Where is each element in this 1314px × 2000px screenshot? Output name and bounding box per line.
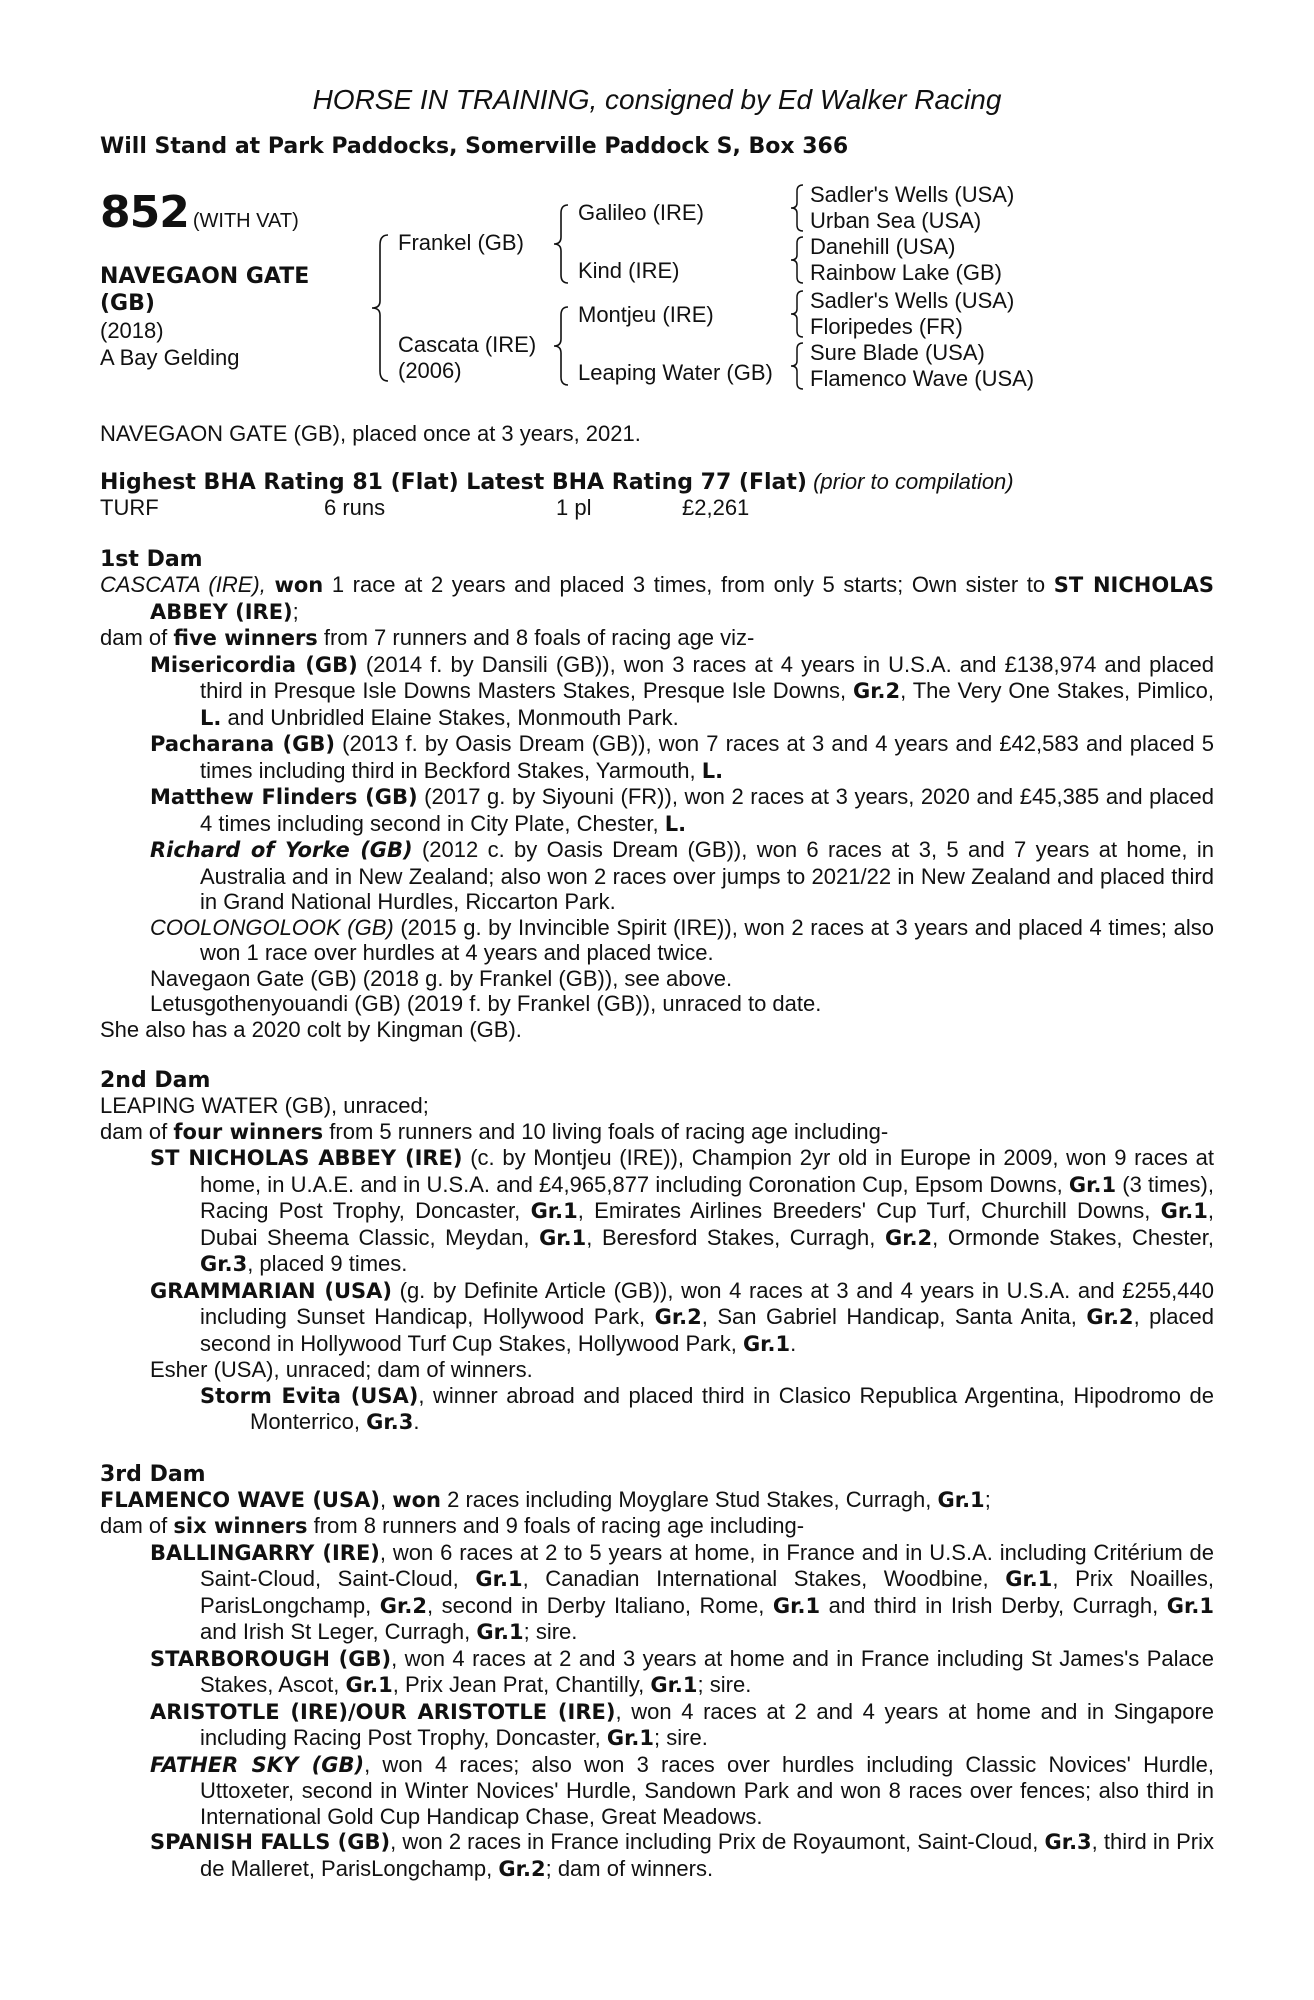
grade-badge: Gr.3 — [366, 1410, 414, 1434]
offspring-text: , Dubai Sheema Classic, Meydan, — [200, 1198, 1214, 1250]
turf-prize: £2,261 — [682, 495, 750, 520]
listed-badge: L. — [200, 705, 222, 730]
grade-badge: Gr.2 — [884, 1225, 933, 1250]
third-dam-produce — [100, 1513, 1214, 1540]
pedigree-brace-main — [362, 233, 392, 383]
rating-note: (prior to compilation) — [813, 469, 1014, 494]
grade-badge: Gr.1 — [1005, 1567, 1053, 1591]
produce-prefix: dam of — [100, 1513, 168, 1538]
offspring-text: ; sire. — [697, 1672, 752, 1697]
grade-badge: Gr.1 — [742, 1331, 791, 1356]
grand-offspring-storm-evita — [100, 1383, 1214, 1436]
offspring-text: , San Gabriel Handicap, Santa Anita, — [701, 1304, 1077, 1329]
produce-suffix: from 7 runners and 8 foals of racing age viz- — [323, 625, 755, 650]
grade-badge: Gr.1 — [1166, 1593, 1214, 1618]
offspring-esher: Esher (USA), unraced; dam of winners. — [150, 1357, 533, 1382]
grade-badge: Gr.1 — [650, 1673, 698, 1697]
offspring-name: COOLONGOLOOK (GB) — [150, 914, 394, 940]
pedigree-brace-g1 — [786, 183, 806, 233]
offspring-text: , third in Prix de Malleret, ParisLongchamp, — [200, 1829, 1214, 1881]
offspring-text: ; dam of winners. — [545, 1855, 714, 1881]
horse-description: A Bay Gelding — [100, 345, 240, 370]
lot-block — [100, 187, 299, 238]
first-dam-won: won — [274, 573, 324, 597]
pedigree-g8: Flamenco Wave (USA) — [810, 366, 1035, 391]
offspring-text: (2017 g. by Siyouni (FR)), won 2 races at 3 years, 2020 and £45,385 and placed 4 times including second in City Plate, Chester, — [200, 784, 1214, 836]
pedigree-sire: Frankel (GB) — [398, 230, 524, 255]
pedigree-brace-g2 — [786, 235, 806, 285]
pedigree-g4: Rainbow Lake (GB) — [810, 260, 1002, 285]
offspring-pacharana — [100, 731, 1214, 784]
third-dam-text: 2 races including Moyglare Stud Stakes, Curragh, — [447, 1486, 932, 1512]
pedigree-g5: Sadler's Wells (USA) — [810, 288, 1015, 313]
produce-prefix: dam of — [100, 1118, 168, 1144]
offspring-text: (g. by Definite Article (GB)), won 4 races at 3 and 4 years in U.S.A. and £255,440 including Sunset Handicap, Hollywood Park, — [200, 1277, 1214, 1329]
offspring-letusgothenyouandi: Letusgothenyouandi (GB) (2019 f. by Frankel (GB)), unraced to date. — [150, 991, 822, 1016]
offspring-coolongolook — [100, 915, 1214, 966]
turf-runs: 6 runs — [324, 495, 386, 520]
offspring-ballingarry — [100, 1540, 1214, 1646]
pedigree-sire-dam: Kind (IRE) — [578, 258, 680, 283]
pedigree-g1: Sadler's Wells (USA) — [810, 182, 1015, 207]
third-dam-end: ; — [984, 1486, 991, 1512]
grade-badge: Gr.3 — [200, 1252, 248, 1276]
offspring-text: (c. by Montjeu (IRE)), Champion 2yr old in Europe in 2009, won 9 races at home, in U.A.E. and in U.S.A. and £4,965,877 including Coronation Cup, Epsom Downs, — [200, 1145, 1214, 1197]
listed-badge: L. — [664, 811, 687, 836]
grade-badge: Gr.1 — [606, 1726, 655, 1750]
page-header: HORSE IN TRAINING, consigned by Ed Walker Racing — [312, 84, 1002, 115]
offspring-matthew-flinders — [100, 784, 1214, 837]
offspring-grammarian — [100, 1278, 1214, 1358]
offspring-text: (2014 f. by Dansili (GB)), won 3 races at 4 years in U.S.A. and £138,974 and placed third in Presque Isle Downs Masters Stakes, Presque Isle Downs, — [200, 651, 1214, 703]
pedigree-g2: Urban Sea (USA) — [810, 208, 982, 233]
horse-name: NAVEGAON GATE (GB) — [100, 264, 310, 316]
rating-text: Highest BHA Rating 81 (Flat) Latest BHA Rating 77 (Flat) — [100, 470, 807, 495]
offspring-navegaon-gate: Navegaon Gate (GB) (2018 g. by Frankel (GB)), see above. — [150, 965, 733, 991]
listed-badge: L. — [701, 758, 724, 783]
stand-location: Will Stand at Park Paddocks, Somerville Paddock S, Box 366 — [100, 134, 849, 159]
offspring-text: ; sire. — [654, 1725, 708, 1750]
offspring-text: , Emirates Airlines Breeders' Cup Turf, Churchill Downs, — [577, 1198, 1151, 1223]
grade-badge: Gr.2 — [498, 1856, 546, 1881]
second-dam-produce — [100, 1119, 1214, 1146]
offspring-text: , Ormonde Stakes, Chester, — [932, 1224, 1214, 1250]
pedigree-dam: Cascata (IRE) — [398, 332, 537, 357]
third-dam-heading: 3rd Dam — [100, 1461, 206, 1487]
grade-badge: Gr.1 — [475, 1567, 523, 1591]
grade-badge: Gr.1 — [345, 1673, 393, 1697]
offspring-text: and third in Irish Derby, Curragh, — [828, 1592, 1159, 1618]
pedigree-dam-year: (2006) — [398, 358, 462, 383]
pedigree-g3: Danehill (USA) — [810, 234, 956, 259]
offspring-name: ST NICHOLAS ABBEY (IRE) — [150, 1146, 463, 1170]
offspring-text: , won 2 races in France including Prix de Royaumont, Saint-Cloud, — [390, 1829, 1039, 1854]
offspring-name: FATHER SKY (GB) — [150, 1752, 365, 1777]
pedigree-g6: Floripedes (FR) — [810, 314, 963, 339]
produce-prefix: dam of — [100, 625, 168, 650]
offspring-misericordia — [100, 652, 1214, 732]
grade-badge: Gr.1 — [772, 1593, 821, 1618]
offspring-text: , Prix Noailles, ParisLongchamp, — [200, 1566, 1215, 1618]
offspring-text: , won 4 races at 2 and 4 years at home and in Singapore including Racing Post Trophy, Doncaster, — [200, 1698, 1215, 1750]
offspring-name: STARBOROUGH (GB) — [150, 1646, 392, 1671]
offspring-text: (2012 c. by Oasis Dream (GB)), won 6 races at 3, 5 and 7 years at home, in Australia and in New Zealand; also won 2 races over jumps to 2021/22 in New Zealand and placed third in Grand National Hurdles, Riccarton Park. — [200, 837, 1214, 914]
offspring-text: , Prix Jean Prat, Chantilly, — [392, 1672, 645, 1697]
grade-badge: Gr.2 — [379, 1593, 427, 1618]
offspring-name: SPANISH FALLS (GB) — [150, 1830, 391, 1854]
first-dam-heading: 1st Dam — [100, 547, 203, 572]
turf-record — [100, 495, 1214, 521]
catalogue-page — [100, 80, 1214, 1882]
offspring-text: and Unbridled Elaine Stakes, Monmouth Park. — [227, 704, 679, 730]
grade-badge: Gr.1 — [476, 1620, 524, 1644]
grade-badge: Gr.1 — [937, 1487, 985, 1512]
first-dam-line — [100, 572, 1214, 625]
grade-badge: Gr.1 — [530, 1199, 578, 1223]
produce-winners: four winners — [173, 1119, 324, 1144]
offspring-st-nicholas-abbey — [100, 1145, 1214, 1278]
offspring-name: Storm Evita (USA) — [200, 1383, 419, 1408]
produce-suffix: from 5 runners and 10 living foals of racing age including- — [329, 1118, 889, 1144]
grade-badge: Gr.3 — [1044, 1830, 1092, 1854]
offspring-text: , winner abroad and placed third in Clasico Republica Argentina, Hipodromo de Monterrico, — [250, 1382, 1214, 1434]
offspring-name: Pacharana (GB) — [150, 732, 335, 756]
first-dam-name: CASCATA (IRE), — [100, 572, 266, 597]
offspring-text: (2013 f. by Oasis Dream (GB)), won 7 races at 3 and 4 years and £42,583 and placed 5 times including third in Beckford Stakes, Yarmouth, — [200, 731, 1214, 783]
pedigree-brace-dam — [546, 305, 572, 387]
offspring-name: Misericordia (GB) — [150, 652, 358, 677]
horse-info — [100, 317, 239, 371]
offspring-richard-of-yorke — [100, 837, 1214, 915]
offspring-text: , won 6 races at 2 to 5 years at home, in France and in U.S.A. including Critérium de Saint-Cloud, Saint-Cloud, — [200, 1539, 1214, 1591]
offspring-text: and Irish St Leger, Curragh, — [200, 1619, 471, 1644]
offspring-name: ARISTOTLE (IRE)/OUR ARISTOTLE (IRE) — [150, 1699, 616, 1724]
grade-badge: Gr.2 — [1086, 1305, 1134, 1329]
third-dam-line — [100, 1487, 1214, 1514]
offspring-name: BALLINGARRY (IRE) — [150, 1540, 380, 1565]
race-summary: NAVEGAON GATE (GB), placed once at 3 years, 2021. — [100, 421, 641, 446]
offspring-text: , Canadian International Stakes, Woodbine, — [522, 1566, 989, 1591]
third-dam-won: won — [392, 1487, 441, 1512]
lot-number: 852 — [100, 187, 189, 238]
third-dam-name: FLAMENCO WAVE (USA) — [100, 1487, 380, 1512]
offspring-text: ; sire. — [523, 1619, 578, 1644]
offspring-name: Richard of Yorke (GB) — [150, 838, 413, 862]
offspring-text: , won 4 races at 2 and 3 years at home and in France including St James's Palace Stakes, Ascot, — [200, 1645, 1214, 1697]
produce-suffix: from 8 runners and 9 foals of racing age including- — [313, 1513, 805, 1538]
pedigree-brace-sire — [546, 203, 572, 285]
pedigree-brace-g3 — [786, 289, 806, 339]
offspring-text: , placed second in Hollywood Turf Cup Stakes, Hollywood Park, — [200, 1304, 1214, 1356]
lot-vat: (WITH VAT) — [192, 210, 299, 232]
offspring-text: , won 4 races; also won 3 races over hurdles including Classic Novices' Hurdle, Uttoxeter, second in Winter Novices' Hurdle, Sandown Park and won 8 races over fences; also third in International Gold Cup Handicap Chase, Great Meadows. — [200, 1751, 1214, 1829]
pedigree-g7: Sure Blade (USA) — [810, 340, 985, 365]
offspring-text: (2015 g. by Invincible Spirit (IRE)), won 2 races at 3 years and placed 4 times; also won 1 race over hurdles at 4 years and placed twice. — [200, 914, 1214, 965]
offspring-text: , Beresford Stakes, Curragh, — [586, 1224, 876, 1250]
offspring-text: , second in Derby Italiano, Rome, — [426, 1592, 765, 1618]
offspring-text: , The Very One Stakes, Pimlico, — [900, 678, 1214, 703]
offspring-starborough — [100, 1646, 1214, 1699]
pedigree-brace-g4 — [786, 341, 806, 391]
pedigree-sire-sire: Galileo (IRE) — [578, 200, 704, 225]
first-dam-also: She also has a 2020 colt by Kingman (GB). — [100, 1016, 522, 1042]
offspring-name: Matthew Flinders (GB) — [150, 785, 418, 809]
grade-badge: Gr.2 — [654, 1305, 702, 1329]
offspring-text: (3 times), Racing Post Trophy, Doncaster, — [200, 1171, 1214, 1223]
first-dam-end: ; — [292, 598, 299, 624]
second-dam-line: LEAPING WATER (GB), unraced; — [100, 1093, 429, 1118]
bha-rating — [100, 469, 1214, 495]
offspring-father-sky — [100, 1752, 1214, 1830]
turf-placed: 1 pl — [556, 495, 592, 520]
horse-year: (2018) — [100, 318, 164, 343]
grade-badge: Gr.1 — [539, 1225, 587, 1250]
first-dam-sister: ST NICHOLAS ABBEY (IRE) — [150, 573, 1214, 624]
first-dam-text: 1 race at 2 years and placed 3 times, from only 5 starts; Own sister to — [331, 572, 1046, 597]
offspring-name: GRAMMARIAN (USA) — [150, 1278, 392, 1303]
grade-badge: Gr.1 — [1160, 1199, 1208, 1223]
second-dam-heading: 2nd Dam — [100, 1068, 211, 1093]
offspring-aristotle — [100, 1699, 1214, 1752]
pedigree-block — [100, 181, 1214, 411]
offspring-spanish-falls — [100, 1829, 1214, 1882]
separator: , — [379, 1486, 387, 1512]
turf-label: TURF — [100, 495, 159, 520]
offspring-text: , placed 9 times. — [247, 1251, 408, 1276]
pedigree-dam-sire: Montjeu (IRE) — [578, 302, 714, 327]
pedigree-dam-dam: Leaping Water (GB) — [578, 360, 773, 385]
offspring-text: . — [790, 1330, 797, 1356]
grade-badge: Gr.1 — [1068, 1172, 1117, 1197]
produce-winners: six winners — [173, 1514, 308, 1538]
grade-badge: Gr.2 — [852, 679, 901, 703]
offspring-text: . — [413, 1409, 420, 1434]
produce-winners: five winners — [173, 626, 318, 650]
first-dam-produce — [100, 625, 1214, 652]
